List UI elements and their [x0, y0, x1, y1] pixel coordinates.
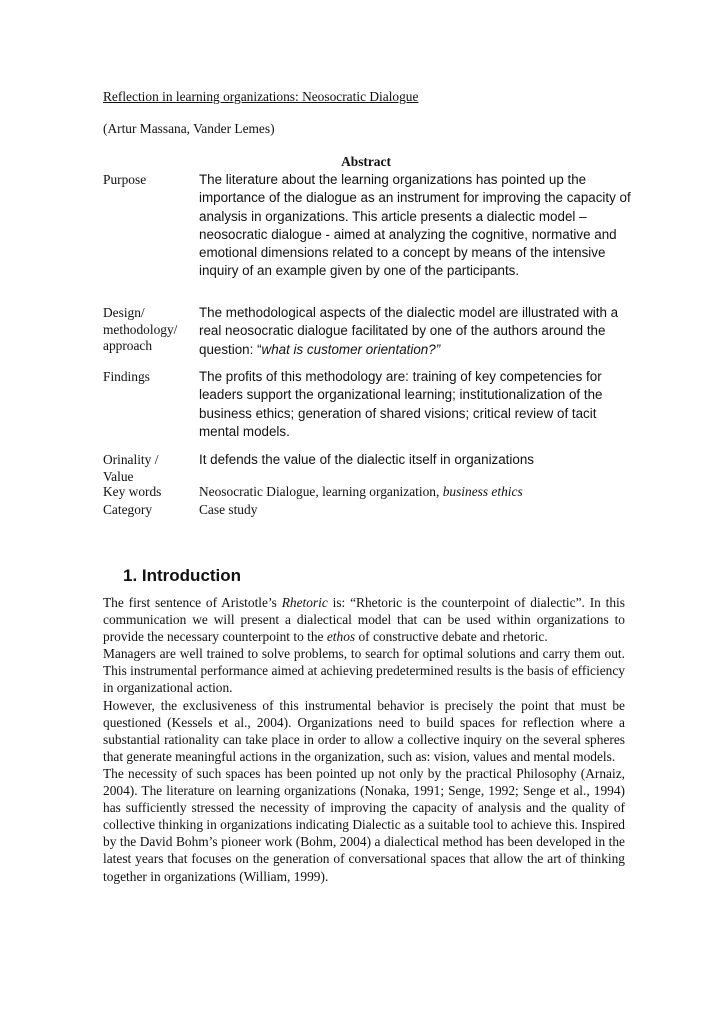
- abstract-text-design-main: The methodological aspects of the dialectic model are illustrated with a real neosocratic dialogue facilitated by one of the authors around the question: “: [199, 305, 619, 357]
- abstract-text-keywords-main: Neosocratic Dialogue, learning organization,: [199, 484, 443, 499]
- abstract-label-originality: [103, 452, 199, 485]
- paper-title: Reflection in learning organizations: Neosocratic Dialogue: [103, 89, 419, 104]
- intro-paragraph-2: Managers are well trained to solve problems, to search for optimal solutions and carry them out. This instrumental performance aimed at achieving predetermined results is the basis of efficiency in organizational action.: [103, 646, 625, 696]
- abstract-label-design-line3: approach: [103, 338, 153, 353]
- abstract-label-purpose: Purpose: [103, 172, 147, 187]
- abstract-label-design: [103, 305, 199, 355]
- intro-p1-part-a: The first sentence of Aristotle’s: [103, 595, 282, 610]
- intro-p1-part-b: is: “Rhetoric is the counterpoint of dialectic”. In this communication we will present a dialectical model that can be used within organizations to provide the necessary counterpoint to the: [103, 595, 625, 645]
- abstract-label-category: Category: [103, 502, 153, 517]
- intro-paragraph-4: The necessity of such spaces has been pointed up not only by the practical Philosophy (Arnaiz, 2004). The literature on learning organizations (Nonaka, 1991; Senge, 1992; Senge et al., 1994) has sufficiently stressed the necessity of improving the capacity of analysis and the quality of collective thinking in organizations indicating Dialectic as a suitable tool to achieve this. Inspired by the David Bohm’s pioneer work (Bohm, 2004) a dialectical method has been developed in the latest years that focuses on the generation of conversational spaces that allow the art of thinking together in organizations (William, 1999).: [103, 765, 625, 884]
- abstract-text-originality: It defends the value of the dialectic itself in organizations: [199, 452, 534, 467]
- abstract-label-findings: Findings: [103, 369, 150, 384]
- abstract-heading: Abstract: [341, 154, 391, 169]
- abstract-label-design-line1: Design/: [103, 305, 145, 320]
- intro-p1-ethos-italic: ethos: [326, 629, 356, 645]
- abstract-text-findings: The profits of this methodology are: training of key competencies for leaders support the organizational learning; institutionalization of the business ethics; generation of shared visions; critical review of tacit mental models.: [199, 369, 603, 439]
- intro-paragraph-3: However, the exclusiveness of this instrumental behavior is precisely the point that must be questioned (Kessels et al., 2004). Organizations need to build spaces for reflection where a substantial rationality can take place in order to allow a collective inquiry on the several spheres that generate meaningful actions in the organization, such as: vision, values and mental models.: [103, 697, 625, 764]
- abstract-label-keywords: Key words: [103, 484, 162, 499]
- abstract-text-keywords-italic: business ethics: [442, 484, 523, 499]
- abstract-text-category: Case study: [199, 502, 258, 517]
- paper-authors: (Artur Massana, Vander Lemes): [103, 121, 275, 136]
- abstract-text-design: [199, 304, 633, 359]
- section-heading-introduction: 1. Introduction: [123, 566, 242, 585]
- abstract-text-purpose: The literature about the learning organizations has pointed up the importance of the dialogue as an instrument for improving the capacity of analysis in organizations. This article presents a dialectic model – neosocratic dialogue - aimed at analyzing the cognitive, normative and emotional dimensions related to a concept by means of the intensive inquiry of an example given by one of the participants.: [199, 172, 631, 279]
- intro-p1-rhetoric-italic: Rhetoric: [281, 595, 328, 610]
- abstract-label-originality-line2: Value: [103, 468, 134, 484]
- abstract-text-design-question: what is customer orientation?”: [261, 341, 441, 357]
- abstract-text-keywords: [199, 484, 633, 501]
- abstract-label-design-line2: methodology/: [103, 321, 178, 337]
- intro-paragraph-1: [103, 594, 625, 645]
- abstract-label-originality-line1: Orinality /: [103, 452, 159, 467]
- introduction-body: [103, 594, 625, 885]
- intro-p1-part-c: of constructive debate and rhetoric.: [355, 629, 548, 645]
